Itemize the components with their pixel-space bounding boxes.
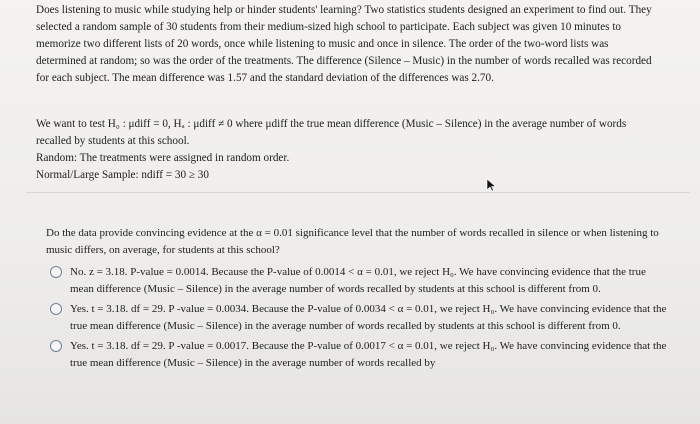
- radio-button-icon[interactable]: [50, 303, 62, 315]
- answer-option-text: Yes. t = 3.18. df = 29. P -value = 0.0034. Because the P-value of 0.0034 < α = 0.01, we reject H₀. We have convincing evidence that the true mean difference (Music – Silence) in the average number of words recalled by students at this school is different from 0.: [70, 303, 667, 332]
- mouse-pointer-icon: [486, 178, 496, 192]
- answer-option-1[interactable]: [48, 264, 668, 297]
- question-prompt: [46, 225, 676, 259]
- section-divider: [26, 192, 690, 193]
- normal-condition: Normal/Large Sample: ndiff = 30 ≥ 30: [36, 169, 209, 181]
- answer-options: [48, 264, 668, 375]
- answer-option-text: Yes. t = 3.18. df = 29. P -value = 0.0017. Because the P-value of 0.0017 < α = 0.01, we reject H₀. We have convincing evidence that the true mean difference (Music – Silence) in the average number of words recalled by: [70, 340, 667, 369]
- problem-text: Does listening to music while studying help or hinder students' learning? Two statistics students designed an experiment to find out. They selected a random sample of 30 students from their medium-sized high school to participate. Each subject was given 10 minutes to memorize two different lists of 20 words, once while listening to music and once in silence. The order of the two-word lists was determined at random; so was the order of the treatments. The difference (Silence – Music) in the number of words recalled was recorded for each subject. The mean difference was 1.57 and the standard deviation of the differences was 2.70.: [36, 4, 652, 84]
- radio-button-icon[interactable]: [50, 266, 62, 278]
- answer-option-2[interactable]: [48, 301, 668, 334]
- random-condition: Random: The treatments were assigned in random order.: [36, 152, 290, 164]
- radio-button-icon[interactable]: [50, 340, 62, 352]
- hypothesis-section: [36, 116, 656, 184]
- answer-option-3[interactable]: [48, 338, 668, 371]
- hypothesis-statement: We want to test H₀ : μdiff = 0, Hₐ : μdiff ≠ 0 where μdiff the true mean difference (Music – Silence) in the average number of words recalled by students at this school.: [36, 118, 627, 147]
- answer-option-text: No. z = 3.18. P-value = 0.0014. Because the P-value of 0.0014 < α = 0.01, we reject H₀. We have convincing evidence that the true mean difference (Music – Silence) in the average number of words recalled by students at this school is different from 0.: [70, 266, 646, 295]
- problem-statement: [36, 2, 656, 87]
- question-text: Do the data provide convincing evidence at the α = 0.01 significance level that the number of words recalled in silence or when listening to music differs, on average, for students at this school?: [46, 227, 659, 256]
